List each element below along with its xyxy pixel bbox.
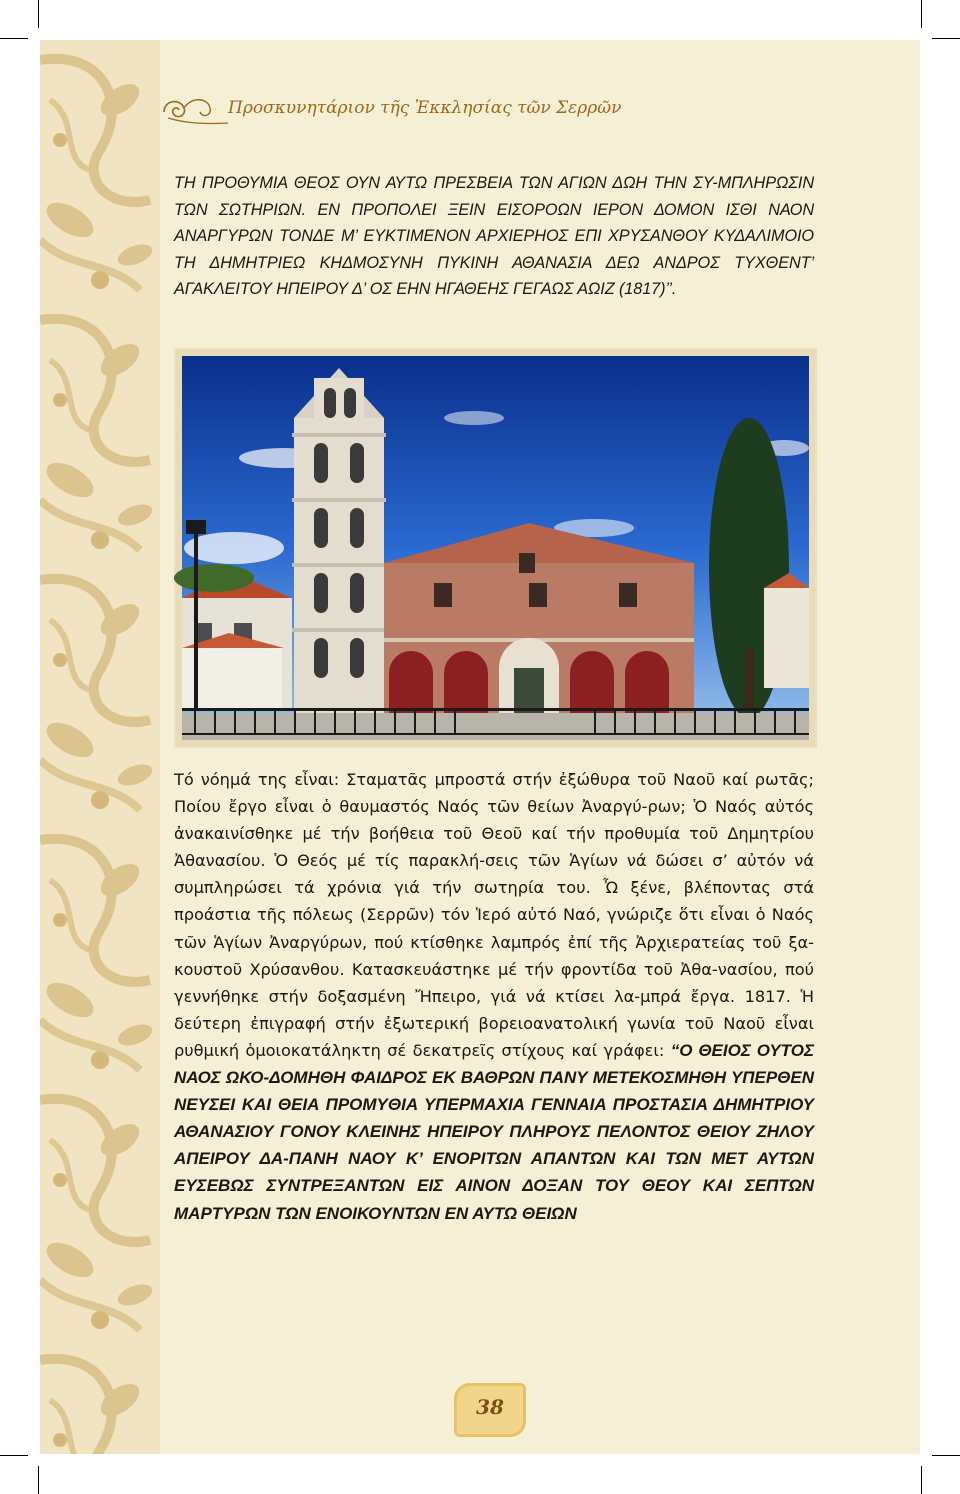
crop-mark	[0, 38, 28, 39]
page-number-badge	[454, 1383, 526, 1437]
church-photo	[174, 348, 817, 748]
book-page	[40, 40, 920, 1454]
church-of-anargyroi-photo	[174, 348, 817, 748]
crop-mark	[921, 0, 922, 28]
running-header	[158, 90, 858, 130]
floral-pattern-icon	[40, 40, 160, 1454]
crop-mark	[932, 38, 960, 39]
crop-mark	[38, 0, 39, 28]
crop-mark	[0, 1455, 28, 1456]
inscription-text: ΤΗ ΠΡΟΘΥΜΙΑ ΘΕΟΣ ΟΥΝ ΑΥΤΩ ΠΡΕΣΒΕΙΑ ΤΩΝ ΑΓΙΩΝ ΔΩΗ ΤΗΝ ΣΥ-ΜΠΛΗΡΩΣΙΝ ΤΩΝ ΣΩΤΗΡΙΩΝ. ΕΝ ΠΡΟΠΟΛΕΙ ΞΕΙΝ ΕΙΣΟΡΟΩΝ ΙΕΡΟΝ ΔΟΜΟΝ ΙΣΘΙ ΝΑΟΝ ΑΝΑΡΓΥΡΩΝ ΤΟΝΔΕ Μ’ ΕΥΚΤΙΜΕΝΟΝ ΑΡΧΙΕΡΗΟΣ ΕΠΙ ΧΡΥΣΑΝΘΟΥ ΚΥΔΑΛΙΜΟΙΟ ΤΗ ΔΗΜΗΤΡΙΕΩ ΚΗΔΜΟΣΥΝΗ ΠΥΚΙΝΗ ΑΘΑΝΑΣΙΑ ΔΕΩ ΑΝΔΡΟΣ ΤΥΧΘΕΝΤ’ ΑΓΑΚΛΕΙΤΟΥ ΗΠΕΙΡΟΥ Δ’ ΟΣ ΕΗΝ ΗΓΑΘΕΗΣ ΓΕΓΑΩΣ ΑΩΙΖ (1817)’’.	[174, 174, 814, 299]
page-header-title: Προσκυνητάριον τῆς Ἐκκλησίας τῶν Σερρῶν	[228, 98, 622, 118]
crop-mark	[38, 1466, 39, 1494]
crop-mark	[921, 1466, 922, 1494]
translation-text: Τό νόημά της εἶναι: Σταματᾶς μπροστά στήν ἐξώθυρα τοῦ Ναοῦ καί ρωτᾶς; Ποίου ἔργο εἶναι ὁ θαυμαστός Ναός τῶν θείων Ἀναργύ-ρων; Ὁ Ναός αὐτός ἀνακαινίσθηκε μέ τήν βοήθεια τοῦ Θεοῦ καί τήν προθυμία τοῦ Δημητρίου Ἀθανασίου. Ὁ Θεός μέ τίς παρακλή-σεις τῶν Ἁγίων νά δώσει σ’ αὐτόν νά συμπληρώσει τά χρόνια γιά τήν σωτηρία του. Ὦ ξένε, βλέποντας στά προάστια τῆς πόλεως (Σερρῶν) τόν Ἱερό αὐτό Ναό, γνώριζε ὅτι εἶναι ὁ Ναός τῶν Ἁγίων Ἀναργύρων, πού κτίσθηκε λαμπρός ἐπί τῆς Ἀρχιερατείας τοῦ ξα-κουστοῦ Χρύσανθου. Κατασκευάστηκε μέ τήν φροντίδα τοῦ Ἀθα-νασίου, πού γεννήθηκε στήν δοξασμένη Ἤπειρο, γιά νά κτίσει λα-μπρά ἔργα. 1817. Ἡ δεύτερη ἐπιγραφή στήν ἐξωτερική βορειοανατολική γωνία τοῦ Ναοῦ εἶναι ρυθμική ὁμοιοκατάληκτη σέ δεκατρεῖς στίχους καί γράφει:	[174, 770, 814, 1060]
body-paragraph	[174, 766, 814, 1227]
swirl-ornament-icon	[158, 90, 228, 130]
second-inscription-text: “Ο ΘΕΙΟΣ ΟΥΤΟΣ ΝΑΟΣ ΩΚΟ-ΔΟΜΗΘΗ ΦΑΙΔΡΟΣ ΕΚ ΒΑΘΡΩΝ ΠΑΝΥ ΜΕΤΕΚΟΣΜΗΘΗ ΥΠΕΡΘΕΝ ΝΕΥΣΕΙ ΚΑΙ ΘΕΙΑ ΠΡΟΜΥΘΙΑ ΥΠΕΡΜΑΧΙΑ ΓΕΝΝΑΙΑ ΠΡΟΣΤΑΣΙΑ ΔΗΜΗΤΡΙΟΥ ΑΘΑΝΑΣΙΟΥ ΓΟΝΟΥ ΚΛΕΙΝΗΣ ΗΠΕΙΡΟΥ ΠΛΗΡΟΥΣ ΠΕΛΟΝΤΟΣ ΘΕΙΟΥ ΖΗΛΟΥ ΑΠΕΙΡΟΥ ΔΑ-ΠΑΝΗ ΝΑΟΥ Κ’ ΕΝΟΡΙΤΩΝ ΑΠΑΝΤΩΝ ΚΑΙ ΤΩΝ ΜΕΤ ΑΥΤΩΝ ΕΥΣΕΒΩΣ ΣΥΝΤΡΕΞΑΝΤΩΝ ΕΙΣ ΑΙΝΟΝ ΔΟΞΑΝ ΤΟΥ ΘΕΟΥ ΚΑΙ ΣΕΠΤΩΝ ΜΑΡΤΥΡΩΝ ΤΩΝ ΕΝΟΙΚΟΥΝΤΩΝ ΕΝ ΑΥΤΩ ΘΕΙΩΝ	[174, 1040, 814, 1223]
crop-mark	[932, 1455, 960, 1456]
floral-border	[40, 40, 160, 1454]
page-number: 38	[476, 1395, 504, 1419]
